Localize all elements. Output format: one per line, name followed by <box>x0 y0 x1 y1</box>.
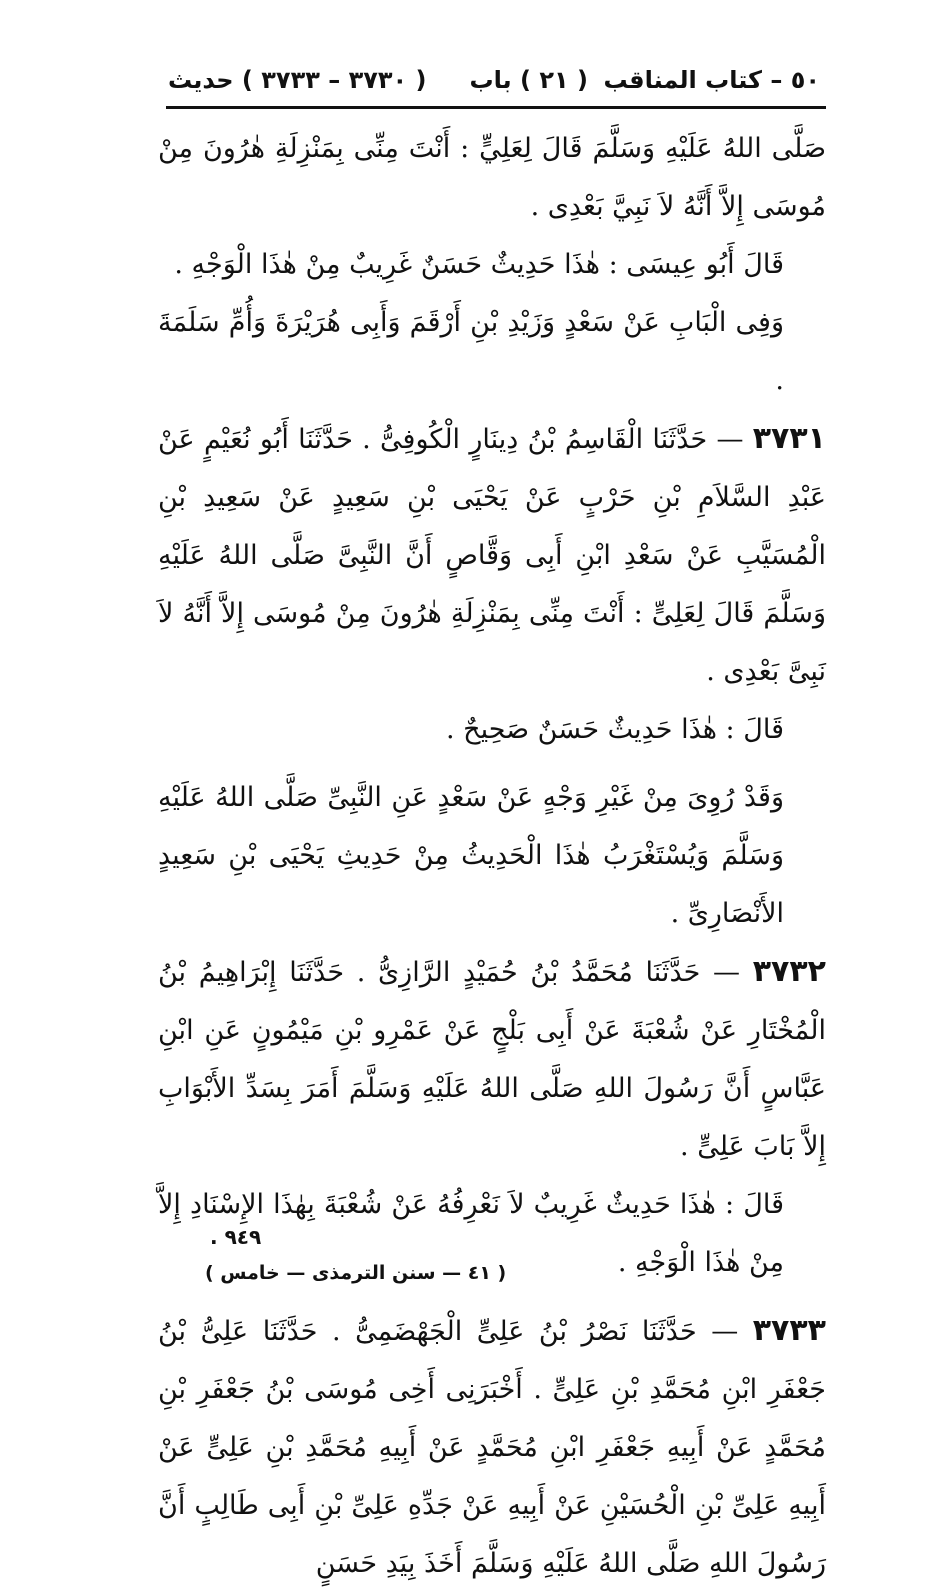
hadith-number: ٣٧٣١ <box>752 421 826 456</box>
paragraph-text: قَالَ أَبُو عِيسَى : هٰذَا حَدِيثٌ حَسَنٌ غَرِيبٌ مِنْ هٰذَا الْوَجْهِ . <box>174 249 784 280</box>
paragraph-text: صَلَّى اللهُ عَلَيْهِ وَسَلَّمَ قَالَ لِعَلِيٍّ : أَنْتَ مِنِّى بِمَنْزِلَةِ هٰرُونَ مِنْ مُوسَى إِلاَّ أَنَّهُ لاَ نَبِيَّ بَعْدِى . <box>158 133 826 222</box>
hadith-3733 <box>158 1302 826 1593</box>
hadith-number: ٣٧٣٢ <box>752 954 826 989</box>
page-header <box>168 58 820 102</box>
hadith-3731 <box>158 410 826 701</box>
paragraph-continuation <box>158 120 826 236</box>
book-title: ٥٠ – كتاب المناقب <box>603 66 820 94</box>
footnote-count: ٩٤٩ . <box>210 1225 262 1249</box>
hadith-number: ٣٧٣٣ <box>752 1313 826 1348</box>
paragraph-text: — حَدَّثَنَا نَصْرُ بْنُ عَلِىٍّ الْجَهْضَمِىُّ . حَدَّثَنَا عَلِىُّ بْنُ جَعْفَرِ ابْنِ مُحَمَّدِ بْنِ عَلِىٍّ . أَخْبَرَنِى أَخِى مُوسَى بْنُ جَعْفَرِ بْنِ مُحَمَّدٍ عَنْ أَبِيهِ جَعْفَرِ ابْنِ مُحَمَّدٍ عَنْ أَبِيهِ مُحَمَّدِ بْنِ عَلِىٍّ عَنْ أَبِيهِ عَلِىِّ بْنِ الْحُسَيْنِ عَنْ أَبِيهِ عَنْ جَدِّهِ عَلِىِّ بْنِ أَبِى طَالِبٍ أَنَّ رَسُولَ اللهِ صَلَّى اللهُ عَلَيْهِ وَسَلَّمَ أَخَذَ بِيَدِ حَسَنٍ <box>158 1316 826 1579</box>
paragraph-grading <box>158 236 826 294</box>
chapter-label: ( ٢١ ) باب <box>469 66 588 94</box>
signature-mark: ( ٤١ — سنن الترمذى — خامس ) <box>205 1262 507 1284</box>
paragraph-grading <box>158 701 826 759</box>
paragraph-chapter-note <box>158 294 826 410</box>
hadith-range: ( ٣٧٣٠ – ٣٧٣٣ ) حديث <box>168 66 427 94</box>
paragraph-text: — حَدَّثَنَا الْقَاسِمُ بْنُ دِينَارٍ الْكُوفِىُّ . حَدَّثَنَا أَبُو نُعَيْمٍ عَنْ عَبْدِ السَّلاَمِ بْنِ حَرْبٍ عَنْ يَحْيَى بْنِ سَعِيدٍ عَنْ سَعِيدِ بْنِ الْمُسَيَّبِ عَنْ سَعْدِ ابْنِ أَبِى وَقَّاصٍ أَنَّ النَّبِىَّ صَلَّى اللهُ عَلَيْهِ وَسَلَّمَ قَالَ لِعَلِىٍّ : أَنْتَ مِنِّى بِمَنْزِلَةِ هٰرُونَ مِنْ مُوسَى إِلاَّ أَنَّهُ لاَ نَبِىَّ بَعْدِى . <box>158 424 826 687</box>
page-body <box>158 120 826 1593</box>
paragraph-text: وَقَدْ رُوِىَ مِنْ غَيْرِ وَجْهٍ عَنْ سَعْدٍ عَنِ النَّبِىِّ صَلَّى اللهُ عَلَيْهِ وَسَلَّمَ وَيُسْتَغْرَبُ هٰذَا الْحَدِيثُ مِنْ حَدِيثِ يَحْيَى بْنِ سَعِيدٍ الأَنْصَارِىِّ . <box>158 782 784 929</box>
hadith-3732 <box>158 943 826 1176</box>
paragraph-text: قَالَ : هٰذَا حَدِيثٌ غَرِيبٌ لاَ نَعْرِفُهُ عَنْ شُعْبَةَ بِهٰذَا الإِسْنَادِ إِلاَّ مِنْ هٰذَا الْوَجْهِ . <box>158 1189 784 1278</box>
paragraph-text: وَفِى الْبَابِ عَنْ سَعْدٍ وَزَيْدِ بْنِ أَرْقَمَ وَأَبِى هُرَيْرَةَ وَأُمِّ سَلَمَةَ . <box>158 307 784 396</box>
header-divider <box>166 106 826 109</box>
paragraph-text: — حَدَّثَنَا مُحَمَّدُ بْنُ حُمَيْدٍ الرَّازِىُّ . حَدَّثَنَا إِبْرَاهِيمُ بْنُ الْمُخْتَارِ عَنْ شُعْبَةَ عَنْ أَبِى بَلْجٍ عَنْ عَمْرِو بْنِ مَيْمُونٍ عَنِ ابْنِ عَبَّاسٍ أَنَّ رَسُولَ اللهِ صَلَّى اللهُ عَلَيْهِ وَسَلَّمَ أَمَرَ بِسَدِّ الأَبْوَابِ إِلاَّ بَابَ عَلِىٍّ . <box>158 957 826 1162</box>
paragraph-commentary <box>158 769 826 943</box>
paragraph-text: قَالَ : هٰذَا حَدِيثٌ حَسَنٌ صَحِيحٌ . <box>446 714 784 745</box>
